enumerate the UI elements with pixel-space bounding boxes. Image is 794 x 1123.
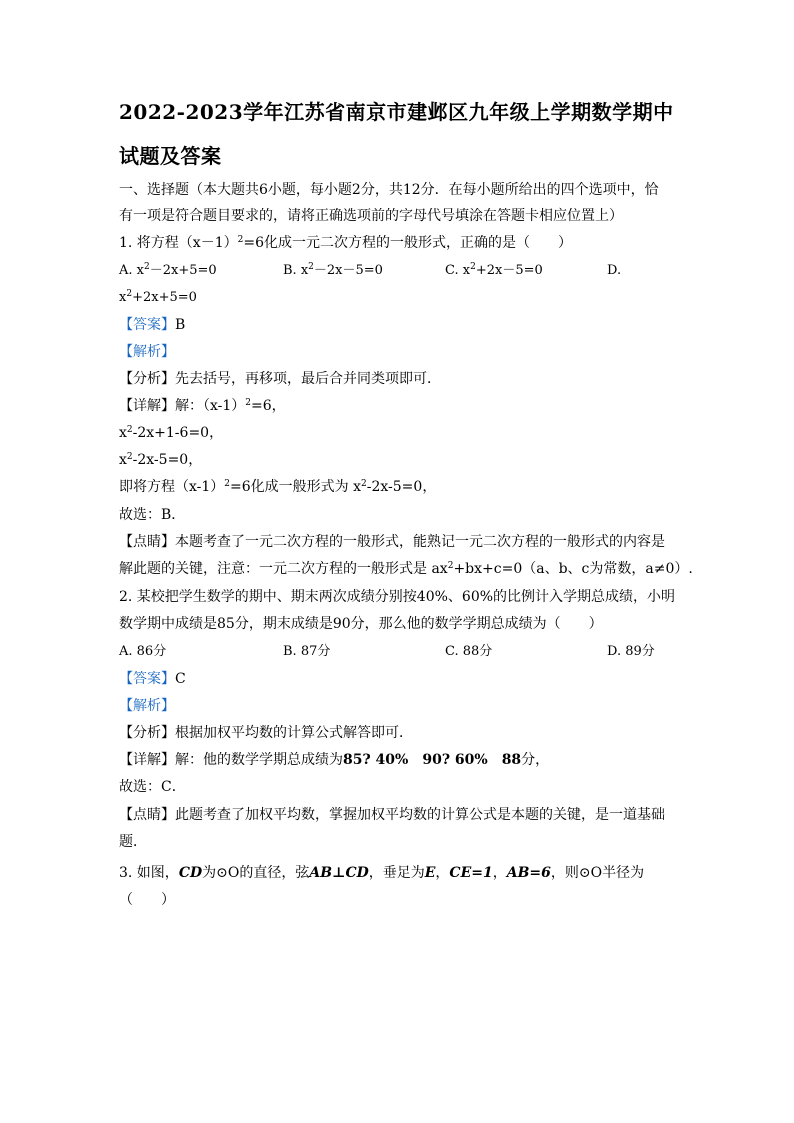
section-heading-line2: 有一项是符合题目要求的，请将正确选项前的字母代号填涂在答题卡相应位置上） (119, 208, 623, 224)
q2-option-c: C. 88分 (445, 644, 493, 659)
q2-option-b: B. 87分 (283, 644, 331, 659)
q2-option-d: D. 89分 (607, 644, 655, 659)
q2-stem-line1: 2. 某校把学生数学的期中、期末两次成绩分别按40%、60%的比例计入学期总成绩，小明 (119, 589, 676, 605)
q1-xiangjie: 【详解】解：$(x-1)^2=6$， (119, 398, 286, 414)
q2-option-a: A. 86分 (119, 644, 167, 659)
q2-choose: 故选：C． (119, 779, 186, 795)
q1-dianjing-line2: 解此题的关键，注意：一元二次方程的一般形式是 $ax^2+bx+c=0(a$、b、c为常数，a≠0）. (119, 561, 693, 577)
q2-answer: 【答案】C (119, 671, 186, 687)
q2-xiangjie: 【详解】解：他的数学学期总成绩为85? 40% 90? 60% 88分， (119, 752, 550, 768)
q2-formula: 85? 40% 90? 60% 88 (343, 752, 522, 768)
q2-fenxi: 【分析】根据加权平均数的计算公式解答即可． (119, 725, 413, 741)
doc-title-line2: 试题及答案 (119, 144, 222, 168)
q1-step-1: $x^2-2x+1-6=0$， (119, 425, 224, 441)
q2-analysis-tag: 【解析】 (119, 698, 175, 714)
q2-dianjing-line1: 【点睛】此题考查了加权平均数，掌握加权平均数的计算公式是本题的关键，是一道基础 (119, 807, 665, 823)
q1-option-b: B. $x^2-2x-5=0$ (283, 262, 383, 278)
q2-dianjing-line2: 题． (119, 834, 147, 850)
q1-option-d: $x^2+2x+5=0$ (119, 289, 197, 305)
section-heading-line1: 一、选择题（本大题共6小题，每小题2分，共12分．在每小题所给出的四个选项中，恰 (119, 182, 659, 198)
q1-option-a: A. $x^2-2x+5=0$ (119, 262, 217, 278)
q1-analysis-tag: 【解析】 (119, 344, 175, 360)
q1-step-3: 即将方程$(x-1)^2=6$化成一般形式为 $x^2-2x-5=0$， (119, 479, 437, 495)
q2-stem-line2: 数学期中成绩是85分，期末成绩是90分，那么他的数学学期总成绩为（ ） (119, 616, 603, 632)
q1-option-c: C. $x^2+2x-5=0$ (445, 262, 543, 278)
q1-dianjing-line1: 【点睛】本题考查了一元二次方程的一般形式，能熟记一元二次方程的一般形式的内容是 (119, 534, 665, 550)
q1-answer: 【答案】B (119, 317, 186, 333)
q1-choose: 故选：B． (119, 507, 186, 523)
q3-stem-line2: （ ） (119, 892, 175, 908)
q1-fenxi: 【分析】先去括号，再移项，最后合并同类项即可． (119, 371, 441, 387)
doc-title-line1: 2022-2023学年江苏省南京市建邺区九年级上学期数学期中 (119, 100, 674, 124)
q1-step-2: $x^2-2x-5=0$， (119, 452, 203, 468)
q1-option-d-label: D. (607, 263, 622, 278)
q1-stem: 1. 将方程$(x-1)^2=6$化成一元二次方程的一般形式，正确的是（ ） (119, 235, 572, 251)
q3-stem: 3. 如图，CD为⊙O的直径，弦AB⊥CD，垂足为E，CE=1，AB=6，则⊙O半径为 (119, 865, 645, 881)
